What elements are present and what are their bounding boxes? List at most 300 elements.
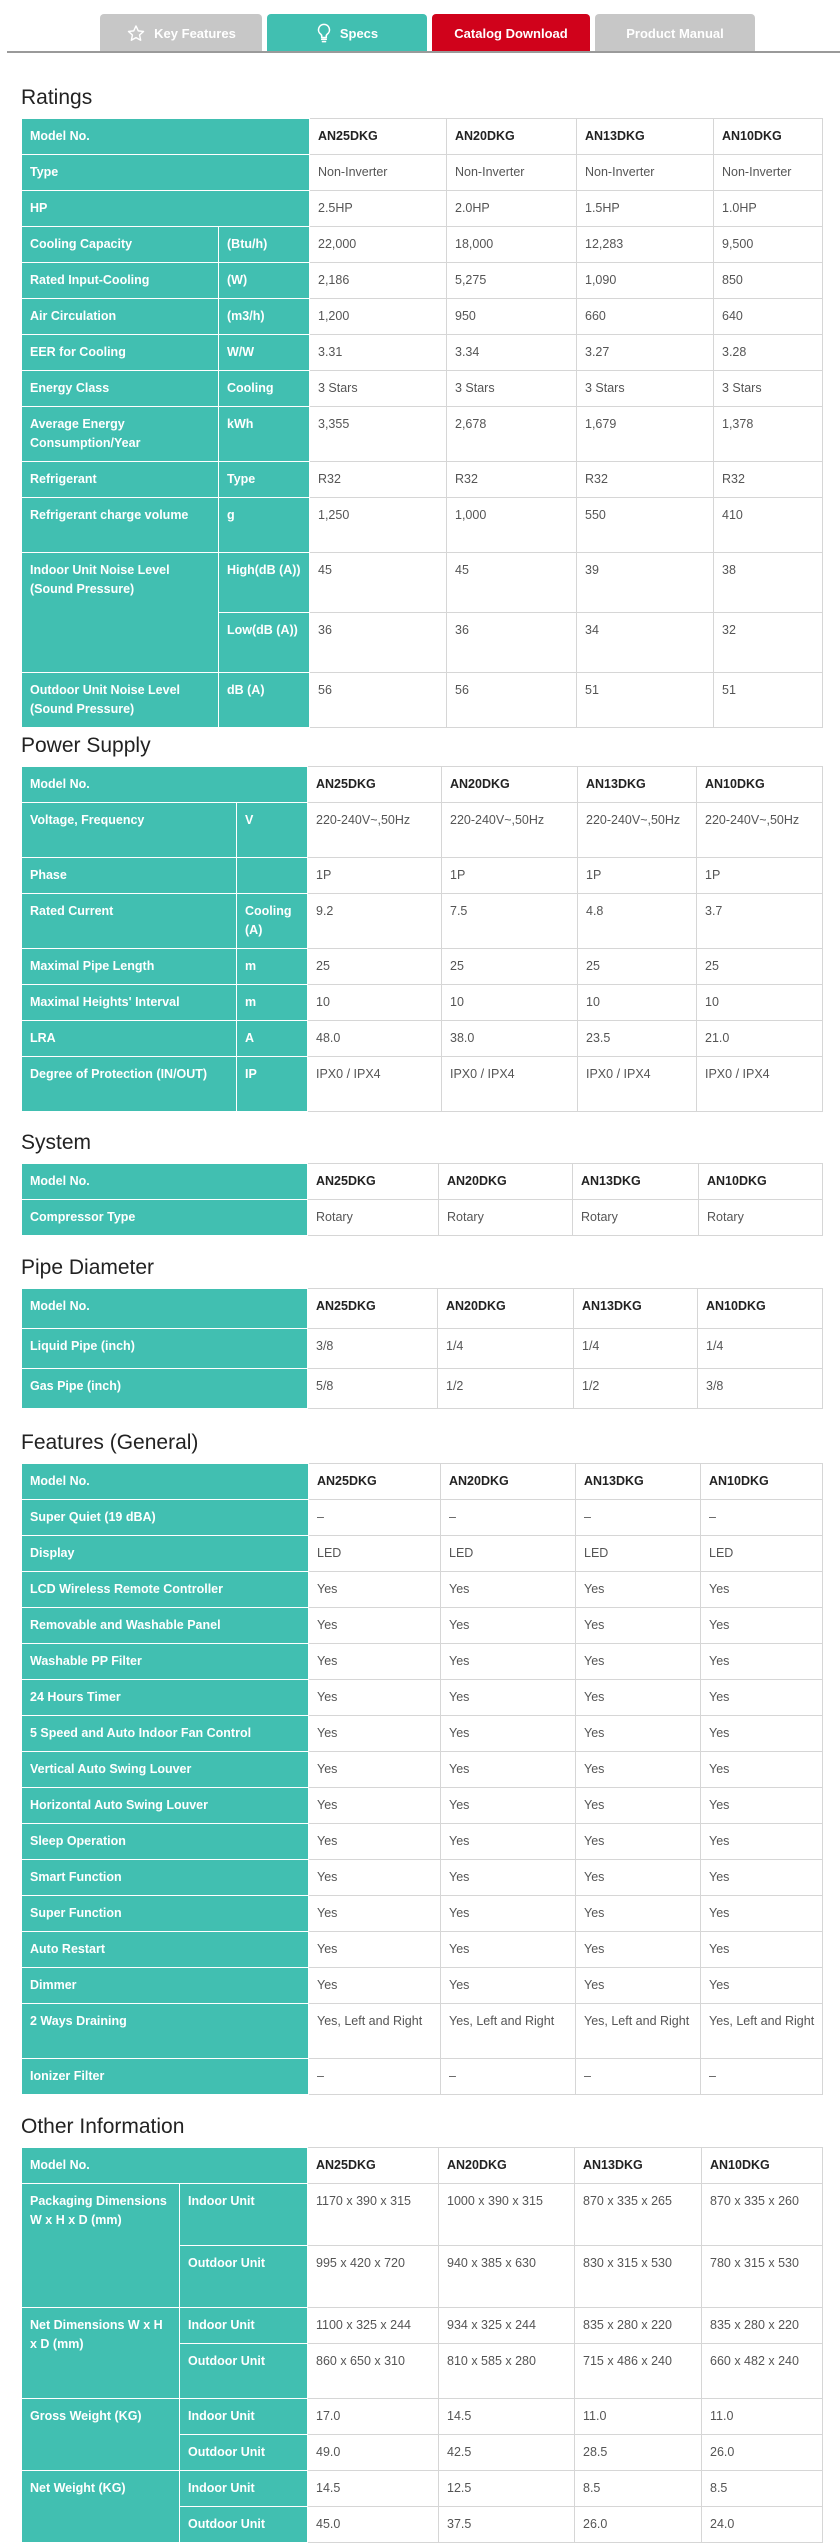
row-label: Dimmer xyxy=(22,1968,309,2004)
table-cell: 410 xyxy=(714,498,823,553)
row-unit: dB (A) xyxy=(219,673,310,728)
model-no-label: Model No. xyxy=(22,1464,309,1500)
table-cell: 45 xyxy=(447,553,577,613)
table-cell: 1,250 xyxy=(310,498,447,553)
model-header: AN13DKG xyxy=(577,119,714,155)
table-cell: 1.0HP xyxy=(714,191,823,227)
table-cell: LED xyxy=(701,1536,823,1572)
row-unit: W/W xyxy=(219,335,310,371)
table-row xyxy=(22,263,823,299)
table-header-row xyxy=(22,119,823,155)
tab-key-features-label: Key Features xyxy=(154,25,236,41)
table-cell: 2,678 xyxy=(447,407,577,462)
table-cell: Yes xyxy=(701,1968,823,2004)
section-title-system: System xyxy=(21,1131,92,1154)
table-cell: Rotary xyxy=(699,1200,823,1236)
table-cell: Yes xyxy=(576,1824,701,1860)
model-header: AN10DKG xyxy=(701,1464,823,1500)
table-row xyxy=(22,407,823,462)
table-cell: 10 xyxy=(578,985,697,1021)
row-unit: (m3/h) xyxy=(219,299,310,335)
table-cell: Yes xyxy=(701,1752,823,1788)
table-cell: 23.5 xyxy=(578,1021,697,1057)
table-cell: 1P xyxy=(578,858,697,894)
table-cell: Yes xyxy=(309,1860,441,1896)
model-header: AN13DKG xyxy=(578,767,697,803)
table-cell: 3.31 xyxy=(310,335,447,371)
row-unit: Indoor Unit xyxy=(180,2471,308,2507)
table-cell: Yes xyxy=(576,1680,701,1716)
table-row xyxy=(22,1057,823,1112)
table-cell: 9,500 xyxy=(714,227,823,263)
table-cell: 3 Stars xyxy=(714,371,823,407)
table-cell: 11.0 xyxy=(575,2399,702,2435)
table-row xyxy=(22,1369,823,1409)
table-row xyxy=(22,1752,823,1788)
row-unit xyxy=(237,858,308,894)
table-row xyxy=(22,2059,823,2095)
table-cell: 3.27 xyxy=(577,335,714,371)
model-header: AN20DKG xyxy=(438,1289,574,1329)
table-cell: 660 xyxy=(577,299,714,335)
table-row xyxy=(22,1021,823,1057)
table-cell: Yes xyxy=(701,1896,823,1932)
table-cell: Yes xyxy=(441,1824,576,1860)
row-label: Removable and Washable Panel xyxy=(22,1608,309,1644)
model-header: AN13DKG xyxy=(574,1289,698,1329)
table-cell: Yes xyxy=(441,1968,576,2004)
table-cell: Yes xyxy=(309,1572,441,1608)
row-label: Smart Function xyxy=(22,1860,309,1896)
table-cell: 7.5 xyxy=(442,894,578,949)
tab-catalog-download-label: Catalog Download xyxy=(454,25,568,41)
tab-product-manual-label: Product Manual xyxy=(626,25,724,41)
model-no-label: Model No. xyxy=(22,1164,308,1200)
row-label: Horizontal Auto Swing Louver xyxy=(22,1788,309,1824)
table-cell: 18,000 xyxy=(447,227,577,263)
model-header: AN20DKG xyxy=(439,2148,575,2184)
table-cell: IPX0 / IPX4 xyxy=(578,1057,697,1112)
table-cell: Non-Inverter xyxy=(447,155,577,191)
table-row xyxy=(22,1932,823,1968)
table-cell: 34 xyxy=(577,613,714,673)
tab-catalog-download[interactable] xyxy=(432,14,590,52)
table-cell: Non-Inverter xyxy=(714,155,823,191)
table-cell: 12,283 xyxy=(577,227,714,263)
table-cell: 37.5 xyxy=(439,2507,575,2543)
lightbulb-icon xyxy=(316,23,332,43)
table-row xyxy=(22,1824,823,1860)
table-cell: Yes xyxy=(441,1752,576,1788)
table-cell: 10 xyxy=(442,985,578,1021)
section-title-features: Features (General) xyxy=(21,1431,199,1454)
table-cell: Non-Inverter xyxy=(310,155,447,191)
row-unit: Low(dB (A)) xyxy=(219,613,310,673)
table-cell: Yes, Left and Right xyxy=(309,2004,441,2059)
row-unit: m xyxy=(237,985,308,1021)
table-cell: 45.0 xyxy=(308,2507,439,2543)
table-cell: 25 xyxy=(442,949,578,985)
model-header: AN25DKG xyxy=(308,1164,439,1200)
model-no-label: Model No. xyxy=(22,1289,308,1329)
table-cell: LED xyxy=(309,1536,441,1572)
table-cell: 51 xyxy=(714,673,823,728)
row-label: Sleep Operation xyxy=(22,1824,309,1860)
table-row xyxy=(22,227,823,263)
table-row xyxy=(22,462,823,498)
model-header: AN25DKG xyxy=(310,119,447,155)
table-cell: 21.0 xyxy=(697,1021,823,1057)
table-cell: IPX0 / IPX4 xyxy=(697,1057,823,1112)
table-cell: 220-240V~,50Hz xyxy=(697,803,823,858)
table-cell: 950 xyxy=(447,299,577,335)
table-header-row xyxy=(22,2148,823,2184)
table-row xyxy=(22,299,823,335)
table-cell: R32 xyxy=(714,462,823,498)
table-cell: 830 x 315 x 530 xyxy=(575,2246,702,2308)
row-label: Super Function xyxy=(22,1896,309,1932)
table-row xyxy=(22,985,823,1021)
row-unit: Outdoor Unit xyxy=(180,2344,308,2399)
model-header: AN10DKG xyxy=(699,1164,823,1200)
table-cell: 26.0 xyxy=(702,2435,823,2471)
row-label: Gas Pipe (inch) xyxy=(22,1369,308,1409)
table-cell: 1/2 xyxy=(438,1369,574,1409)
table-cell: 1,000 xyxy=(447,498,577,553)
table-cell: 1/4 xyxy=(698,1329,823,1369)
table-cell: 780 x 315 x 530 xyxy=(702,2246,823,2308)
row-unit: Type xyxy=(219,462,310,498)
model-header: AN25DKG xyxy=(308,2148,439,2184)
table-cell: Rotary xyxy=(573,1200,699,1236)
table-row xyxy=(22,191,823,227)
table-cell: 42.5 xyxy=(439,2435,575,2471)
table-cell: Yes xyxy=(441,1644,576,1680)
table-row xyxy=(22,1329,823,1369)
row-unit: Indoor Unit xyxy=(180,2308,308,2344)
table-cell: 49.0 xyxy=(308,2435,439,2471)
table-row xyxy=(22,1788,823,1824)
row-label: 24 Hours Timer xyxy=(22,1680,309,1716)
table-cell: 835 x 280 x 220 xyxy=(702,2308,823,2344)
row-label: Washable PP Filter xyxy=(22,1644,309,1680)
table-cell: Yes xyxy=(701,1572,823,1608)
table-cell: – xyxy=(441,2059,576,2095)
table-cell: Yes xyxy=(309,1680,441,1716)
table-cell: 940 x 385 x 630 xyxy=(439,2246,575,2308)
table-cell: 934 x 325 x 244 xyxy=(439,2308,575,2344)
table-cell: Yes xyxy=(576,1932,701,1968)
table-cell: 660 x 482 x 240 xyxy=(702,2344,823,2399)
row-label: Super Quiet (19 dBA) xyxy=(22,1500,309,1536)
row-unit: V xyxy=(237,803,308,858)
table-row xyxy=(22,2004,823,2059)
row-label: Liquid Pipe (inch) xyxy=(22,1329,308,1369)
table-cell: Yes xyxy=(576,1644,701,1680)
table-cell: 1/2 xyxy=(574,1369,698,1409)
table-cell: 220-240V~,50Hz xyxy=(442,803,578,858)
table-cell: 51 xyxy=(577,673,714,728)
table-cell: 715 x 486 x 240 xyxy=(575,2344,702,2399)
table-row xyxy=(22,553,823,613)
row-label: Ionizer Filter xyxy=(22,2059,309,2095)
table-cell: Yes xyxy=(576,1752,701,1788)
pipe-diameter-table xyxy=(21,1288,823,1409)
row-label: Gross Weight (KG) xyxy=(22,2399,180,2471)
row-unit: Cooling xyxy=(219,371,310,407)
table-cell: Yes xyxy=(701,1824,823,1860)
table-row xyxy=(22,1572,823,1608)
star-icon xyxy=(126,24,146,43)
table-cell: – xyxy=(309,1500,441,1536)
table-cell: Yes xyxy=(441,1896,576,1932)
table-cell: 5/8 xyxy=(308,1369,438,1409)
model-header: AN20DKG xyxy=(447,119,577,155)
table-row xyxy=(22,1500,823,1536)
row-label: EER for Cooling xyxy=(22,335,219,371)
row-label: Rated Current xyxy=(22,894,237,949)
table-row xyxy=(22,803,823,858)
table-cell: 810 x 585 x 280 xyxy=(439,2344,575,2399)
table-row xyxy=(22,155,823,191)
table-cell: 860 x 650 x 310 xyxy=(308,2344,439,2399)
table-header-row xyxy=(22,767,823,803)
table-cell: Yes xyxy=(701,1680,823,1716)
table-header-row xyxy=(22,1164,823,1200)
table-cell: Yes xyxy=(576,1788,701,1824)
table-cell: 10 xyxy=(697,985,823,1021)
row-label: Phase xyxy=(22,858,237,894)
table-cell: Yes xyxy=(576,1968,701,2004)
power-supply-table xyxy=(21,766,823,1112)
table-cell: 4.8 xyxy=(578,894,697,949)
table-cell: R32 xyxy=(310,462,447,498)
row-label: Type xyxy=(22,155,310,191)
table-cell: 3/8 xyxy=(308,1329,438,1369)
ratings-table xyxy=(21,118,823,728)
table-row xyxy=(22,2399,823,2435)
table-cell: 1P xyxy=(442,858,578,894)
table-cell: 10 xyxy=(308,985,442,1021)
table-cell: 11.0 xyxy=(702,2399,823,2435)
row-label: Compressor Type xyxy=(22,1200,308,1236)
table-cell: Yes, Left and Right xyxy=(441,2004,576,2059)
table-cell: Yes xyxy=(309,1752,441,1788)
row-label: HP xyxy=(22,191,310,227)
table-row xyxy=(22,1716,823,1752)
table-cell: Rotary xyxy=(439,1200,573,1236)
row-unit: Indoor Unit xyxy=(180,2184,308,2246)
table-row xyxy=(22,2184,823,2246)
table-row xyxy=(22,1860,823,1896)
table-cell: 2,186 xyxy=(310,263,447,299)
row-label: Degree of Protection (IN/OUT) xyxy=(22,1057,237,1112)
row-label: Packaging Dimensions W x H x D (mm) xyxy=(22,2184,180,2308)
row-label: Display xyxy=(22,1536,309,1572)
model-no-label: Model No. xyxy=(22,119,310,155)
model-header: AN10DKG xyxy=(702,2148,823,2184)
table-cell: Yes xyxy=(309,1824,441,1860)
table-cell: 8.5 xyxy=(702,2471,823,2507)
row-label: LCD Wireless Remote Controller xyxy=(22,1572,309,1608)
table-row xyxy=(22,894,823,949)
row-unit: A xyxy=(237,1021,308,1057)
row-unit: g xyxy=(219,498,310,553)
table-cell: 1/4 xyxy=(438,1329,574,1369)
table-cell: 640 xyxy=(714,299,823,335)
row-label: 2 Ways Draining xyxy=(22,2004,309,2059)
table-cell: 1170 x 390 x 315 xyxy=(308,2184,439,2246)
table-cell: Yes xyxy=(701,1788,823,1824)
table-row xyxy=(22,1644,823,1680)
tab-key-features[interactable] xyxy=(100,14,262,52)
table-cell: – xyxy=(309,2059,441,2095)
table-cell: Yes xyxy=(576,1860,701,1896)
table-row xyxy=(22,2471,823,2507)
table-cell: Yes xyxy=(701,1716,823,1752)
table-row xyxy=(22,858,823,894)
table-header-row xyxy=(22,1464,823,1500)
table-row xyxy=(22,1608,823,1644)
row-label: LRA xyxy=(22,1021,237,1057)
table-cell: 5,275 xyxy=(447,263,577,299)
row-unit: Outdoor Unit xyxy=(180,2246,308,2308)
row-label: Air Circulation xyxy=(22,299,219,335)
table-cell: – xyxy=(701,2059,823,2095)
table-cell: Yes xyxy=(576,1896,701,1932)
table-cell: 3 Stars xyxy=(310,371,447,407)
table-cell: 3 Stars xyxy=(577,371,714,407)
table-cell: 48.0 xyxy=(308,1021,442,1057)
model-no-label: Model No. xyxy=(22,767,308,803)
table-row xyxy=(22,1536,823,1572)
table-cell: Non-Inverter xyxy=(577,155,714,191)
table-cell: LED xyxy=(576,1536,701,1572)
table-row xyxy=(22,1968,823,2004)
table-cell: 870 x 335 x 265 xyxy=(575,2184,702,2246)
tab-specs[interactable] xyxy=(267,14,427,52)
table-cell: LED xyxy=(441,1536,576,1572)
table-cell: Yes xyxy=(441,1788,576,1824)
row-unit: IP xyxy=(237,1057,308,1112)
table-row xyxy=(22,371,823,407)
table-cell: Yes, Left and Right xyxy=(576,2004,701,2059)
table-cell: 1,378 xyxy=(714,407,823,462)
row-label: Cooling Capacity xyxy=(22,227,219,263)
table-cell: 870 x 335 x 260 xyxy=(702,2184,823,2246)
table-cell: 56 xyxy=(447,673,577,728)
model-header: AN10DKG xyxy=(697,767,823,803)
table-row xyxy=(22,1680,823,1716)
table-cell: Yes, Left and Right xyxy=(701,2004,823,2059)
row-unit: Outdoor Unit xyxy=(180,2435,308,2471)
table-row xyxy=(22,1896,823,1932)
table-cell: 550 xyxy=(577,498,714,553)
table-cell: 39 xyxy=(577,553,714,613)
model-header: AN10DKG xyxy=(714,119,823,155)
other-information-table xyxy=(21,2147,823,2543)
table-cell: 22,000 xyxy=(310,227,447,263)
section-title-power-supply: Power Supply xyxy=(21,734,151,757)
model-header: AN25DKG xyxy=(308,767,442,803)
model-no-label: Model No. xyxy=(22,2148,308,2184)
table-cell: 14.5 xyxy=(308,2471,439,2507)
table-cell: Yes xyxy=(441,1572,576,1608)
table-header-row xyxy=(22,1289,823,1329)
model-header: AN13DKG xyxy=(573,1164,699,1200)
table-row xyxy=(22,2308,823,2344)
row-unit: (Btu/h) xyxy=(219,227,310,263)
table-cell: Yes xyxy=(309,1716,441,1752)
row-unit: (W) xyxy=(219,263,310,299)
table-cell: 28.5 xyxy=(575,2435,702,2471)
table-cell: IPX0 / IPX4 xyxy=(308,1057,442,1112)
table-cell: Yes xyxy=(701,1608,823,1644)
table-cell: – xyxy=(701,1500,823,1536)
table-cell: 17.0 xyxy=(308,2399,439,2435)
table-cell: 26.0 xyxy=(575,2507,702,2543)
tab-specs-label: Specs xyxy=(339,25,379,41)
table-cell: Yes xyxy=(701,1644,823,1680)
table-cell: 3.34 xyxy=(447,335,577,371)
table-cell: Yes xyxy=(441,1932,576,1968)
table-cell: 835 x 280 x 220 xyxy=(575,2308,702,2344)
row-unit: High(dB (A)) xyxy=(219,553,310,613)
row-label: Refrigerant charge volume xyxy=(22,498,219,553)
table-cell: 25 xyxy=(578,949,697,985)
row-unit: Cooling (A) xyxy=(237,894,308,949)
table-cell: 1P xyxy=(697,858,823,894)
row-label: Rated Input-Cooling xyxy=(22,263,219,299)
table-cell: 3.7 xyxy=(697,894,823,949)
table-cell: 1.5HP xyxy=(577,191,714,227)
table-cell: 1/4 xyxy=(574,1329,698,1369)
table-cell: 3.28 xyxy=(714,335,823,371)
table-cell: 9.2 xyxy=(308,894,442,949)
table-cell: 8.5 xyxy=(575,2471,702,2507)
table-cell: Yes xyxy=(309,1968,441,2004)
table-cell: Yes xyxy=(701,1932,823,1968)
model-header: AN13DKG xyxy=(576,1464,701,1500)
table-cell: – xyxy=(441,1500,576,1536)
row-label: Maximal Heights' Interval xyxy=(22,985,237,1021)
model-header: AN10DKG xyxy=(698,1289,823,1329)
table-row xyxy=(22,498,823,553)
row-label: Outdoor Unit Noise Level (Sound Pressure) xyxy=(22,673,219,728)
row-label: 5 Speed and Auto Indoor Fan Control xyxy=(22,1716,309,1752)
table-row xyxy=(22,1200,823,1236)
table-cell: Yes xyxy=(309,1608,441,1644)
table-cell: 1P xyxy=(308,858,442,894)
table-cell: – xyxy=(576,1500,701,1536)
table-cell: 3 Stars xyxy=(447,371,577,407)
tab-product-manual[interactable] xyxy=(595,14,755,52)
table-cell: 1000 x 390 x 315 xyxy=(439,2184,575,2246)
row-label: Vertical Auto Swing Louver xyxy=(22,1752,309,1788)
table-cell: Yes xyxy=(441,1608,576,1644)
tab-underline xyxy=(7,51,840,53)
row-label: Average Energy Consumption/Year xyxy=(22,407,219,462)
row-label: Energy Class xyxy=(22,371,219,407)
section-title-other-information: Other Information xyxy=(21,2115,185,2138)
table-cell: 1100 x 325 x 244 xyxy=(308,2308,439,2344)
row-label: Net Dimensions W x H x D (mm) xyxy=(22,2308,180,2399)
table-cell: Rotary xyxy=(308,1200,439,1236)
table-cell: 850 xyxy=(714,263,823,299)
table-cell: Yes xyxy=(309,1932,441,1968)
table-row xyxy=(22,673,823,728)
table-cell: 1,090 xyxy=(577,263,714,299)
